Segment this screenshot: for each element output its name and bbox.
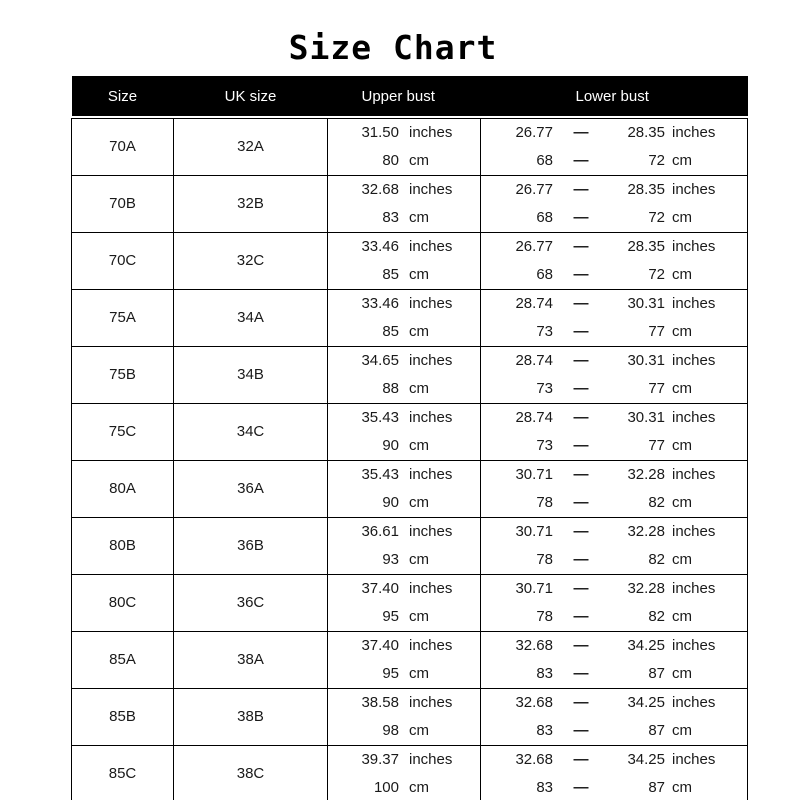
lower-bust-cell xyxy=(481,175,748,232)
upper-bust-inches-value: 35.43 xyxy=(361,466,399,483)
upper-bust-cell xyxy=(328,574,481,631)
lower-bust-cm-max: 77 xyxy=(648,437,665,454)
upper-bust-cell xyxy=(328,460,481,517)
cm-unit: cm xyxy=(672,665,692,682)
range-dash: — xyxy=(573,580,589,597)
upper-bust-inches xyxy=(328,290,480,318)
upper-bust-cell xyxy=(328,175,481,232)
upper-bust-cell xyxy=(328,289,481,346)
upper-bust-cm xyxy=(328,717,480,745)
size-cell: 85A xyxy=(72,631,174,688)
lower-bust-cell xyxy=(481,460,748,517)
lower-bust-inches-min: 26.77 xyxy=(515,181,553,198)
cm-unit: cm xyxy=(409,665,429,682)
upper-bust-cm-value: 90 xyxy=(382,494,399,511)
range-dash: — xyxy=(573,380,589,397)
table-row xyxy=(72,631,748,688)
upper-bust-inches xyxy=(328,518,480,546)
upper-bust-inches xyxy=(328,746,480,774)
cm-unit: cm xyxy=(409,380,429,397)
uk-size-cell: 38A xyxy=(174,631,328,688)
range-dash: — xyxy=(573,466,589,483)
upper-bust-cm xyxy=(328,261,480,289)
upper-bust-cell xyxy=(328,118,481,175)
lower-bust-cm-min: 73 xyxy=(536,437,553,454)
lower-bust-cm-max: 87 xyxy=(648,665,665,682)
cm-unit: cm xyxy=(672,608,692,625)
lower-bust-cm xyxy=(481,261,747,289)
upper-bust-inches-value: 33.46 xyxy=(361,238,399,255)
upper-bust-inches xyxy=(328,575,480,603)
upper-bust-cm-value: 83 xyxy=(382,209,399,226)
lower-bust-cm-min: 83 xyxy=(536,779,553,796)
cm-unit: cm xyxy=(672,722,692,739)
lower-bust-inches-min: 28.74 xyxy=(515,352,553,369)
upper-bust-inches-value: 36.61 xyxy=(361,523,399,540)
lower-bust-cell xyxy=(481,745,748,800)
upper-bust-inches-value: 39.37 xyxy=(361,751,399,768)
lower-bust-cell xyxy=(481,289,748,346)
uk-size-cell: 38C xyxy=(174,745,328,800)
upper-bust-cell xyxy=(328,346,481,403)
cm-unit: cm xyxy=(409,152,429,169)
upper-bust-cm-value: 88 xyxy=(382,380,399,397)
inches-unit: inches xyxy=(672,523,716,540)
range-dash: — xyxy=(573,152,589,169)
cm-unit: cm xyxy=(409,209,429,226)
range-dash: — xyxy=(573,181,589,198)
range-dash: — xyxy=(573,352,589,369)
lower-bust-cell xyxy=(481,118,748,175)
table-row xyxy=(72,232,748,289)
upper-bust-cm xyxy=(328,660,480,688)
lower-bust-inches-min: 30.71 xyxy=(515,466,553,483)
lower-bust-inches xyxy=(481,746,747,774)
page-title: Size Chart xyxy=(288,28,498,67)
lower-bust-cm-max: 77 xyxy=(648,380,665,397)
lower-bust-inches-max: 34.25 xyxy=(627,751,665,768)
range-dash: — xyxy=(573,637,589,654)
upper-bust-inches-value: 37.40 xyxy=(361,580,399,597)
inches-unit: inches xyxy=(409,238,453,255)
lower-bust-inches-min: 32.68 xyxy=(515,637,553,654)
cm-unit: cm xyxy=(409,551,429,568)
lower-bust-cm-max: 82 xyxy=(648,608,665,625)
range-dash: — xyxy=(573,409,589,426)
lower-bust-cm-max: 87 xyxy=(648,722,665,739)
inches-unit: inches xyxy=(672,637,716,654)
inches-unit: inches xyxy=(672,295,716,312)
lower-bust-cm-min: 78 xyxy=(536,551,553,568)
upper-bust-inches-value: 37.40 xyxy=(361,637,399,654)
range-dash: — xyxy=(573,238,589,255)
header-row xyxy=(72,76,748,116)
size-cell: 75A xyxy=(72,289,174,346)
uk-size-cell: 36B xyxy=(174,517,328,574)
lower-bust-cm-min: 68 xyxy=(536,209,553,226)
header-size: Size xyxy=(72,76,174,116)
lower-bust-cm xyxy=(481,432,747,460)
upper-bust-cm xyxy=(328,774,480,800)
lower-bust-inches-max: 32.28 xyxy=(627,580,665,597)
lower-bust-inches xyxy=(481,347,747,375)
lower-bust-inches-max: 34.25 xyxy=(627,694,665,711)
lower-bust-cm-max: 72 xyxy=(648,152,665,169)
uk-size-cell: 38B xyxy=(174,688,328,745)
upper-bust-inches xyxy=(328,689,480,717)
inches-unit: inches xyxy=(672,352,716,369)
upper-bust-cm xyxy=(328,375,480,403)
upper-bust-cell xyxy=(328,517,481,574)
upper-bust-cm xyxy=(328,603,480,631)
inches-unit: inches xyxy=(409,124,453,141)
lower-bust-inches-min: 30.71 xyxy=(515,580,553,597)
cm-unit: cm xyxy=(409,437,429,454)
upper-bust-cell xyxy=(328,631,481,688)
uk-size-cell: 34C xyxy=(174,403,328,460)
uk-size-cell: 36C xyxy=(174,574,328,631)
table-row xyxy=(72,517,748,574)
upper-bust-cell xyxy=(328,688,481,745)
inches-unit: inches xyxy=(409,181,453,198)
lower-bust-cell xyxy=(481,631,748,688)
lower-bust-cm xyxy=(481,603,747,631)
upper-bust-cm-value: 80 xyxy=(382,152,399,169)
lower-bust-cm xyxy=(481,375,747,403)
inches-unit: inches xyxy=(409,466,453,483)
lower-bust-cm xyxy=(481,717,747,745)
upper-bust-inches-value: 34.65 xyxy=(361,352,399,369)
cm-unit: cm xyxy=(672,209,692,226)
header-lower-bust: Lower bust xyxy=(481,76,748,116)
uk-size-cell: 32A xyxy=(174,118,328,175)
lower-bust-inches-max: 28.35 xyxy=(627,238,665,255)
uk-size-cell: 34B xyxy=(174,346,328,403)
inches-unit: inches xyxy=(409,751,453,768)
inches-unit: inches xyxy=(409,352,453,369)
lower-bust-inches-max: 28.35 xyxy=(627,124,665,141)
lower-bust-inches xyxy=(481,632,747,660)
inches-unit: inches xyxy=(672,694,716,711)
lower-bust-inches-min: 28.74 xyxy=(515,409,553,426)
lower-bust-inches-max: 28.35 xyxy=(627,181,665,198)
size-cell: 80A xyxy=(72,460,174,517)
lower-bust-inches-max: 30.31 xyxy=(627,295,665,312)
upper-bust-cm-value: 90 xyxy=(382,437,399,454)
upper-bust-inches xyxy=(328,119,480,147)
upper-bust-cm-value: 98 xyxy=(382,722,399,739)
upper-bust-cm xyxy=(328,147,480,175)
inches-unit: inches xyxy=(672,124,716,141)
lower-bust-cell xyxy=(481,232,748,289)
upper-bust-inches xyxy=(328,347,480,375)
cm-unit: cm xyxy=(409,722,429,739)
lower-bust-inches xyxy=(481,119,747,147)
range-dash: — xyxy=(573,551,589,568)
upper-bust-inches xyxy=(328,461,480,489)
lower-bust-inches xyxy=(481,518,747,546)
lower-bust-cell xyxy=(481,346,748,403)
lower-bust-inches-max: 30.31 xyxy=(627,409,665,426)
lower-bust-cm-max: 82 xyxy=(648,551,665,568)
lower-bust-cell xyxy=(481,403,748,460)
lower-bust-inches xyxy=(481,689,747,717)
upper-bust-cm xyxy=(328,546,480,574)
lower-bust-cm-max: 82 xyxy=(648,494,665,511)
lower-bust-cm xyxy=(481,204,747,232)
lower-bust-inches-min: 32.68 xyxy=(515,751,553,768)
cm-unit: cm xyxy=(672,779,692,796)
table-row xyxy=(72,460,748,517)
cm-unit: cm xyxy=(672,323,692,340)
table-row xyxy=(72,346,748,403)
lower-bust-inches xyxy=(481,290,747,318)
lower-bust-cm-max: 72 xyxy=(648,266,665,283)
inches-unit: inches xyxy=(672,580,716,597)
upper-bust-inches xyxy=(328,632,480,660)
table-body xyxy=(72,118,748,800)
upper-bust-cell xyxy=(328,403,481,460)
upper-bust-inches xyxy=(328,404,480,432)
lower-bust-cm xyxy=(481,147,747,175)
size-cell: 70C xyxy=(72,232,174,289)
inches-unit: inches xyxy=(409,295,453,312)
range-dash: — xyxy=(573,209,589,226)
cm-unit: cm xyxy=(409,779,429,796)
lower-bust-inches-min: 26.77 xyxy=(515,124,553,141)
table-row xyxy=(72,175,748,232)
upper-bust-cell xyxy=(328,232,481,289)
lower-bust-cm xyxy=(481,489,747,517)
lower-bust-cm-min: 78 xyxy=(536,608,553,625)
lower-bust-cm-min: 73 xyxy=(536,380,553,397)
cm-unit: cm xyxy=(409,608,429,625)
upper-bust-inches-value: 31.50 xyxy=(361,124,399,141)
upper-bust-cm-value: 93 xyxy=(382,551,399,568)
table-header xyxy=(72,76,748,118)
lower-bust-cm xyxy=(481,318,747,346)
range-dash: — xyxy=(573,665,589,682)
upper-bust-cm xyxy=(328,432,480,460)
range-dash: — xyxy=(573,779,589,796)
size-cell: 75B xyxy=(72,346,174,403)
upper-bust-inches xyxy=(328,233,480,261)
size-cell: 80C xyxy=(72,574,174,631)
inches-unit: inches xyxy=(672,751,716,768)
inches-unit: inches xyxy=(409,409,453,426)
size-cell: 70B xyxy=(72,175,174,232)
range-dash: — xyxy=(573,266,589,283)
lower-bust-cm-min: 73 xyxy=(536,323,553,340)
lower-bust-cm-max: 72 xyxy=(648,209,665,226)
cm-unit: cm xyxy=(409,323,429,340)
size-cell: 80B xyxy=(72,517,174,574)
inches-unit: inches xyxy=(409,637,453,654)
inches-unit: inches xyxy=(409,694,453,711)
upper-bust-cm-value: 85 xyxy=(382,266,399,283)
lower-bust-inches-max: 30.31 xyxy=(627,352,665,369)
upper-bust-cm-value: 100 xyxy=(373,779,399,796)
upper-bust-cm xyxy=(328,489,480,517)
lower-bust-cm xyxy=(481,774,747,800)
range-dash: — xyxy=(573,523,589,540)
lower-bust-inches-max: 34.25 xyxy=(627,637,665,654)
cm-unit: cm xyxy=(672,266,692,283)
lower-bust-cm-min: 83 xyxy=(536,722,553,739)
lower-bust-inches-min: 28.74 xyxy=(515,295,553,312)
size-cell: 85C xyxy=(72,745,174,800)
inches-unit: inches xyxy=(672,466,716,483)
size-chart-table xyxy=(71,76,748,800)
lower-bust-inches-min: 32.68 xyxy=(515,694,553,711)
uk-size-cell: 32B xyxy=(174,175,328,232)
lower-bust-cm xyxy=(481,660,747,688)
range-dash: — xyxy=(573,608,589,625)
lower-bust-cell xyxy=(481,688,748,745)
range-dash: — xyxy=(573,694,589,711)
lower-bust-inches xyxy=(481,233,747,261)
lower-bust-cm-max: 77 xyxy=(648,323,665,340)
inches-unit: inches xyxy=(672,181,716,198)
inches-unit: inches xyxy=(672,409,716,426)
lower-bust-inches-min: 26.77 xyxy=(515,238,553,255)
table-row xyxy=(72,688,748,745)
cm-unit: cm xyxy=(672,380,692,397)
header-upper-bust: Upper bust xyxy=(328,76,481,116)
header-uk-size: UK size xyxy=(174,76,328,116)
table-row xyxy=(72,745,748,800)
inches-unit: inches xyxy=(409,580,453,597)
cm-unit: cm xyxy=(409,494,429,511)
cm-unit: cm xyxy=(672,551,692,568)
uk-size-cell: 36A xyxy=(174,460,328,517)
cm-unit: cm xyxy=(672,494,692,511)
lower-bust-inches xyxy=(481,461,747,489)
uk-size-cell: 32C xyxy=(174,232,328,289)
lower-bust-inches xyxy=(481,575,747,603)
size-cell: 70A xyxy=(72,118,174,175)
lower-bust-cm-min: 78 xyxy=(536,494,553,511)
upper-bust-inches-value: 33.46 xyxy=(361,295,399,312)
table-row xyxy=(72,289,748,346)
table-row xyxy=(72,403,748,460)
upper-bust-cell xyxy=(328,745,481,800)
upper-bust-inches-value: 35.43 xyxy=(361,409,399,426)
upper-bust-cm xyxy=(328,204,480,232)
lower-bust-cm-min: 83 xyxy=(536,665,553,682)
lower-bust-inches xyxy=(481,176,747,204)
lower-bust-cm-min: 68 xyxy=(536,152,553,169)
uk-size-cell: 34A xyxy=(174,289,328,346)
table-row xyxy=(72,118,748,175)
lower-bust-cell xyxy=(481,574,748,631)
range-dash: — xyxy=(573,751,589,768)
upper-bust-cm-value: 95 xyxy=(382,665,399,682)
upper-bust-cm xyxy=(328,318,480,346)
range-dash: — xyxy=(573,494,589,511)
lower-bust-cm-min: 68 xyxy=(536,266,553,283)
upper-bust-inches-value: 38.58 xyxy=(361,694,399,711)
range-dash: — xyxy=(573,722,589,739)
upper-bust-inches-value: 32.68 xyxy=(361,181,399,198)
inches-unit: inches xyxy=(672,238,716,255)
cm-unit: cm xyxy=(672,152,692,169)
lower-bust-cm-max: 87 xyxy=(648,779,665,796)
range-dash: — xyxy=(573,124,589,141)
lower-bust-cell xyxy=(481,517,748,574)
lower-bust-inches-max: 32.28 xyxy=(627,466,665,483)
range-dash: — xyxy=(573,437,589,454)
cm-unit: cm xyxy=(409,266,429,283)
size-cell: 85B xyxy=(72,688,174,745)
cm-unit: cm xyxy=(672,437,692,454)
range-dash: — xyxy=(573,295,589,312)
upper-bust-cm-value: 95 xyxy=(382,608,399,625)
range-dash: — xyxy=(573,323,589,340)
table-row xyxy=(72,574,748,631)
upper-bust-inches xyxy=(328,176,480,204)
size-cell: 75C xyxy=(72,403,174,460)
lower-bust-inches xyxy=(481,404,747,432)
upper-bust-cm-value: 85 xyxy=(382,323,399,340)
lower-bust-inches-min: 30.71 xyxy=(515,523,553,540)
lower-bust-cm xyxy=(481,546,747,574)
inches-unit: inches xyxy=(409,523,453,540)
lower-bust-inches-max: 32.28 xyxy=(627,523,665,540)
